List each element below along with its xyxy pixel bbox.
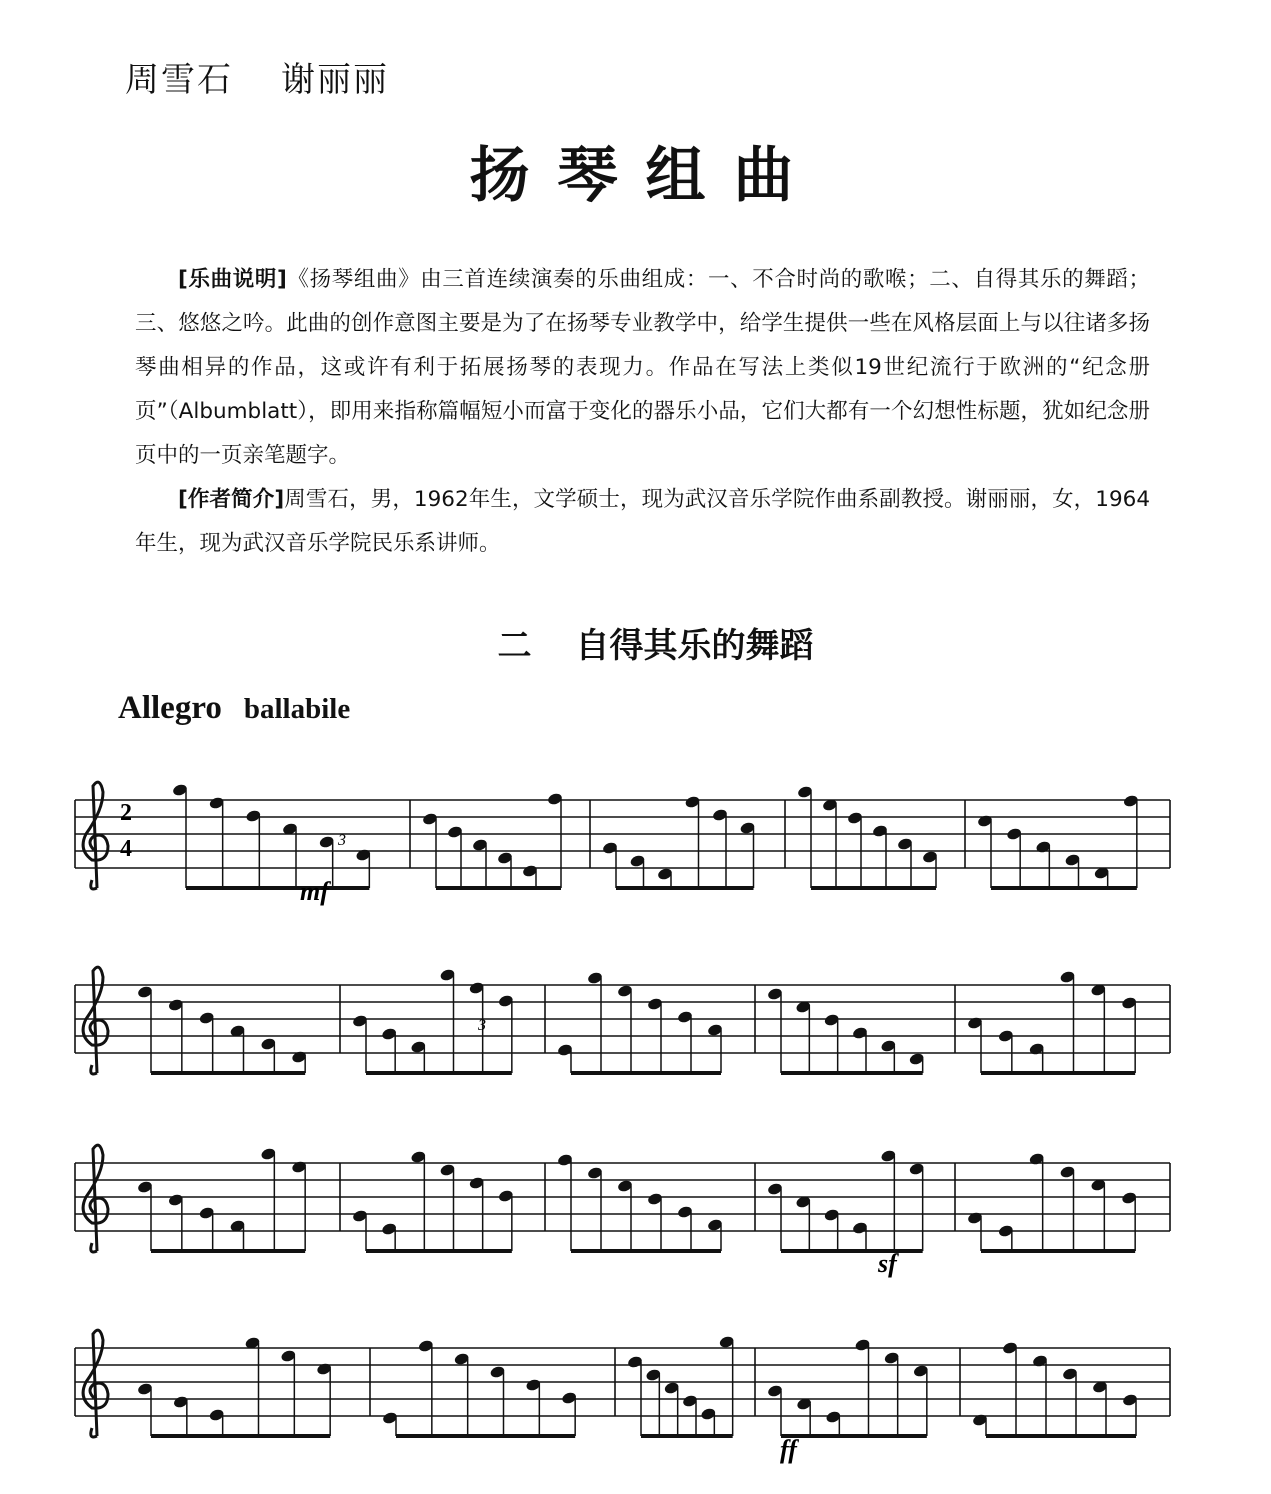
dynamic-ff: ff bbox=[780, 1435, 797, 1464]
treble-clef-icon bbox=[83, 967, 108, 1074]
description-label: [乐曲说明] bbox=[178, 267, 287, 292]
page-title: 扬琴组曲 bbox=[469, 141, 822, 211]
triplet-mark: 3 bbox=[478, 1017, 486, 1034]
character: ballabile bbox=[243, 693, 351, 725]
triplet-mark: 3 bbox=[338, 832, 346, 849]
time-sig-bottom: 4 bbox=[120, 836, 132, 862]
description-text: 《扬琴组曲》由三首连续演奏的乐曲组成：一、不合时尚的歌喉；二、自得其乐的舞蹈；三、悠悠之吟。此曲的创作意图主要是为了在扬琴专业教学中，给学生提供一些在风格层面上与以往诸多扬琴曲相异的作品，这或许有利于拓展扬琴的表现力。作品在写法上类似19世纪流行于欧洲的“纪念册页”（Albumblatt），即用来指称篇幅短小而富于变化的器乐小品，它们大都有一个幻想性标题，犹如纪念册页中的一页亲笔题字。 bbox=[135, 267, 1150, 468]
treble-clef-icon bbox=[83, 1330, 108, 1437]
author-1: 周雪石 bbox=[125, 60, 233, 100]
section-title: 自得其乐的舞蹈 bbox=[575, 626, 814, 666]
tempo: Allegro bbox=[118, 690, 222, 726]
section-number: 二 bbox=[497, 626, 532, 666]
dynamic-sf: sf bbox=[878, 1249, 897, 1278]
dynamic-mf: mf bbox=[300, 877, 329, 906]
author-2: 谢丽丽 bbox=[281, 60, 389, 100]
treble-clef-icon bbox=[83, 782, 108, 889]
treble-clef-icon bbox=[83, 1145, 108, 1252]
bio-text: 周雪石，男，1962年生，文学硕士，现为武汉音乐学院作曲系副教授。谢丽丽，女，1964年生，现为武汉音乐学院民乐系讲师。 bbox=[135, 487, 1151, 556]
time-sig-top: 2 bbox=[120, 800, 132, 826]
bio-label: [作者简介] bbox=[178, 487, 285, 512]
